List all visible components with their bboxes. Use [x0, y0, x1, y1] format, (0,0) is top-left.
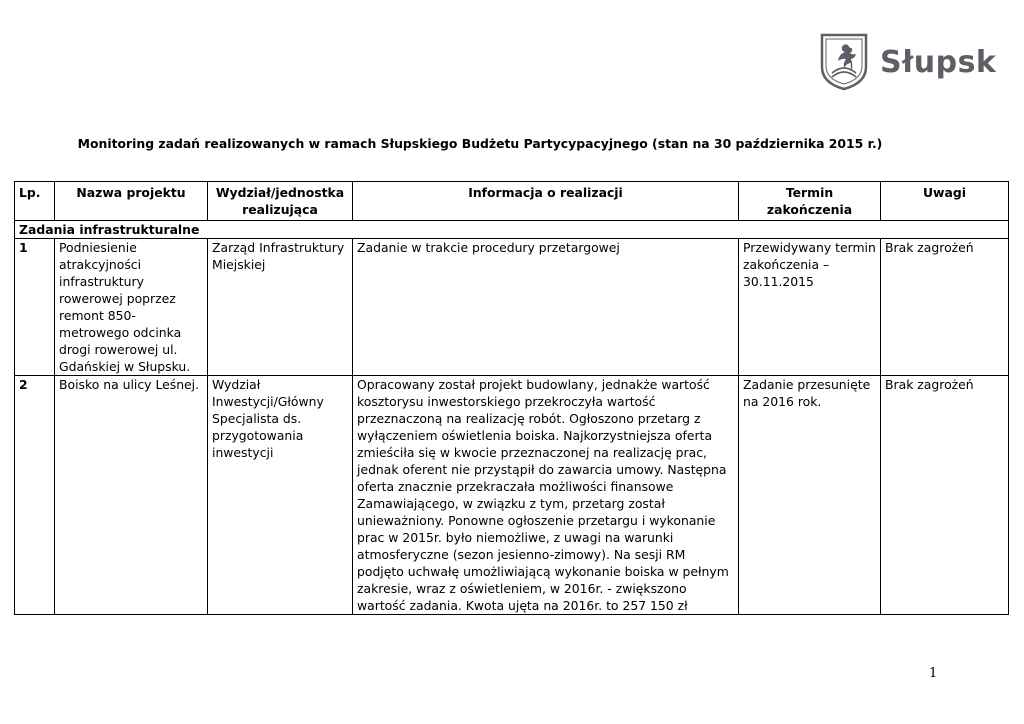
- table-header-row: [15, 182, 1009, 221]
- city-logo: [820, 32, 996, 92]
- city-name: Słupsk: [880, 44, 997, 80]
- cell-project-name: Boisko na ulicy Leśnej.: [55, 376, 208, 615]
- page-number: 1: [929, 666, 938, 681]
- cell-project-name: Podniesienie atrakcyjności infrastruktury rowerowej poprzez remont 850-metrowego odcinka drogi rowerowej ul. Gdańskiej w Słupsku.: [55, 239, 208, 376]
- header-lp: Lp.: [15, 182, 55, 221]
- header-project-name: Nazwa projektu: [55, 182, 208, 221]
- section-infrastructure: Zadania infrastrukturalne: [15, 221, 1009, 239]
- cell-lp: 1: [15, 239, 55, 376]
- cell-department: Zarząd Infrastruktury Miejskiej: [208, 239, 353, 376]
- cell-deadline: Przewidywany termin zakończenia – 30.11.2015: [739, 239, 881, 376]
- header-notes: Uwagi: [881, 182, 1009, 221]
- section-row: [15, 221, 1009, 239]
- cell-department: Wydział Inwestycji/Główny Specjalista ds. przygotowania inwestycji: [208, 376, 353, 615]
- table-row: [15, 376, 1009, 615]
- coat-of-arms-icon: [820, 33, 868, 91]
- cell-implementation-info: Opracowany został projekt budowlany, jednakże wartość kosztorysu inwestorskiego przekroczyła wartość przeznaczoną na realizację robót. Ogłoszono przetarg z wyłączeniem oświetlenia boiska. Najkorzystniejsza oferta zmieściła się w kwocie przeznaczonej na realizację prac, jednak oferent nie przystąpił do zawarcia umowy. Następna oferta znacznie przekraczała możliwości finansowe Zamawiającego, w związku z tym, przetarg został unieważniony. Ponowne ogłoszenie przetargu i wykonanie prac w 2015r. było niemożliwe, z uwagi na warunki atmosferyczne (sezon jesienno-zimowy). Na sesji RM podjęto uchwałę umożliwiającą wykonanie boiska w pełnym zakresie, wraz z oświetleniem, w 2016r. - zwiększono wartość zadania. Kwota ujęta na 2016r. to 257 150 zł: [353, 376, 739, 615]
- cell-implementation-info: Zadanie w trakcie procedury przetargowej: [353, 239, 739, 376]
- cell-notes: Brak zagrożeń: [881, 376, 1009, 615]
- header-implementation-info: Informacja o realizacji: [353, 182, 739, 221]
- header-department: Wydział/jednostka realizująca: [208, 182, 353, 221]
- cell-notes: Brak zagrożeń: [881, 239, 1009, 376]
- cell-deadline: Zadanie przesunięte na 2016 rok.: [739, 376, 881, 615]
- table-row: [15, 239, 1009, 376]
- monitoring-table: [14, 181, 1009, 615]
- cell-lp: 2: [15, 376, 55, 615]
- header-deadline: Termin zakończenia: [739, 182, 881, 221]
- document-title: Monitoring zadań realizowanych w ramach Słupskiego Budżetu Partycypacyjnego (stan na 30 października 2015 r.): [77, 136, 883, 151]
